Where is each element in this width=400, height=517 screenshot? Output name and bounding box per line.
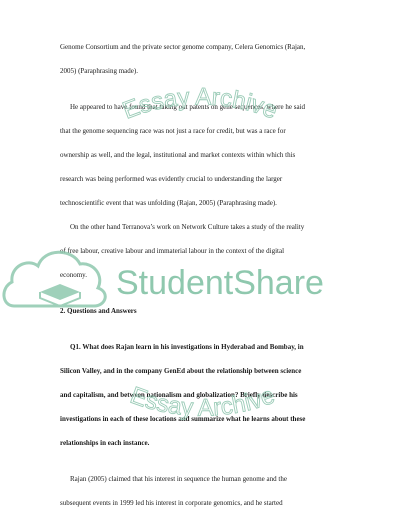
text-line: Genome Consortium and the private sector genome company, Celera Genomics (Rajan, xyxy=(60,43,306,51)
text-line: research was being performed was evidently crucial to understanding the larger xyxy=(60,175,283,183)
watermark-stamp-bottom: Essay Archive xyxy=(126,381,279,422)
question-line: Q1. What does Rajan learn in his investigations in Hyderabad and Bombay, in xyxy=(70,343,304,351)
text-line: He appeared to have found that taking out patents on gene sequences, where he said xyxy=(70,103,305,111)
text-line: Rajan (2005) claimed that his interest in sequence the human genome and the xyxy=(70,475,287,483)
watermark-brand: StudentShare xyxy=(116,264,324,302)
text-line: that the genome sequencing race was not just a race for credit, but was a race for xyxy=(60,127,286,135)
text-line: of free labour, creative labour and immaterial labour in the context of the digital xyxy=(60,247,285,255)
watermark-stamp-top: Essay Archive xyxy=(119,83,282,125)
section-heading: 2. Questions and Answers xyxy=(60,307,137,315)
question-line: and capitalism, and between nationalism and globalization? Briefly describe his xyxy=(60,391,298,399)
text-line: On the other hand Terranova’s work on Network Culture takes a study of the reality xyxy=(70,223,305,231)
text-line: economy. xyxy=(60,271,87,279)
question-line: investigations in each of these locations and summarize what he learns about these xyxy=(60,415,306,423)
text-line: 2005) (Paraphrasing made). xyxy=(60,67,138,75)
question-line: relationships in each instance. xyxy=(60,439,150,447)
text-line: technoscientific event that was unfolding (Rajan, 2005) (Paraphrasing made). xyxy=(60,199,277,207)
question-line: Silicon Valley, and in the company GenEd about the relationship between science xyxy=(60,367,302,375)
text-line: subsequent events in 1999 led his interest in corporate genomics, and he started xyxy=(60,499,283,507)
text-line: ownership as well, and the legal, institutional and market contexts within which this xyxy=(60,151,296,159)
